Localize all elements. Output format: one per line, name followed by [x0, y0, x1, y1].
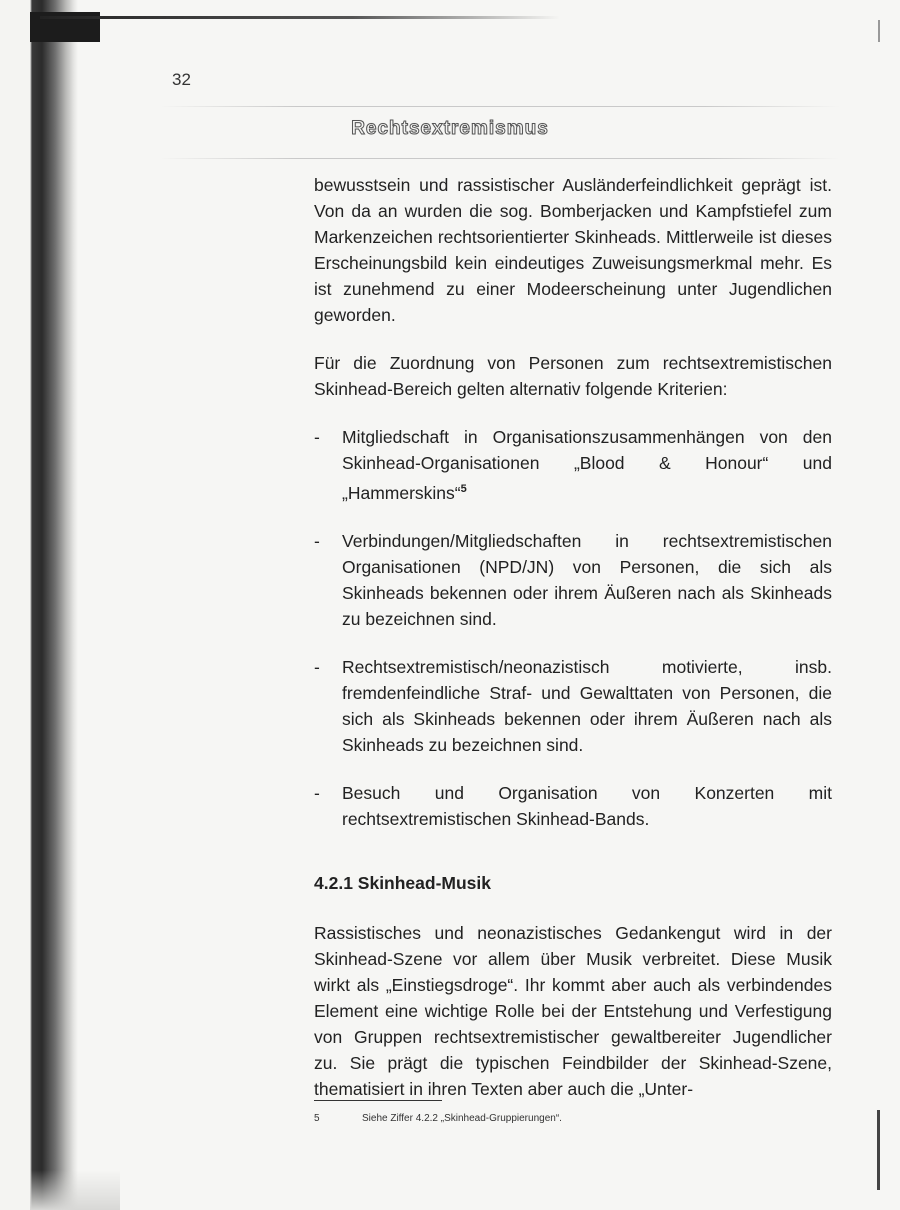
list-item	[314, 424, 832, 506]
running-head: Rechtsextremismus	[351, 118, 549, 139]
section-heading: 4.2.1 Skinhead-Musik	[314, 872, 492, 893]
footnote-ref[interactable]: 5	[460, 483, 467, 495]
scan-binding-edge	[0, 0, 78, 1210]
scan-top-edge	[40, 16, 560, 19]
scan-right-mark-top	[878, 20, 880, 42]
scan-right-mark-bottom	[877, 1110, 880, 1190]
criteria-list	[314, 424, 832, 832]
list-dash: -	[314, 427, 320, 447]
footnote-rule	[314, 1100, 442, 1101]
list-dash: -	[314, 656, 320, 677]
list-item-text: Verbindungen/Mitgliedschaften in rechtsextremistischen Organisationen (NPD/JN) von Personen, die sich als Skinheads bekennen oder ihrem Äußeren nach als Skinheads zu bezeichnen sind.	[342, 530, 832, 629]
scan-bottom-shadow	[30, 1170, 120, 1210]
list-item-text: Rechtsextremistisch/neonazistisch motivierte, insb. fremdenfeindliche Straf- und Gewalttaten von Personen, die sich als Skinheads bekennen oder ihrem Äußeren nach als Skinheads zu bezeichnen sind.	[342, 656, 832, 755]
list-item-text: Mitgliedschaft in Organisationszusammenhängen von den Skinhead-Organisationen „Blood & Honour“ und „Hammerskins“	[342, 427, 832, 503]
footnote-text: Siehe Ziffer 4.2.2 „Skinhead-Gruppierungen“.	[362, 1113, 562, 1124]
header-rule-bottom	[160, 158, 840, 159]
header-rule-top	[160, 106, 840, 107]
list-dash: -	[314, 530, 320, 551]
paragraph: Für die Zuordnung von Personen zum rechtsextremistischen Skinhead-Bereich gelten alternativ folgende Kriterien:	[314, 353, 832, 399]
paragraph: bewusstsein und rassistischer Ausländerfeindlichkeit geprägt ist. Von da an wurden die sog. Bomberjacken und Kampfstiefel zum Markenzeichen rechtsorientierter Skinheads. Mittlerweile ist dieses Erscheinungsbild kein eindeutiges Zuweisungsmerkmal mehr. Es ist zunehmend zu einer Modeerscheinung unter Jugendlichen geworden.	[314, 175, 832, 325]
list-item-text: Besuch und Organisation von Konzerten mit rechtsextremistischen Skinhead-Bands.	[342, 782, 832, 829]
list-item	[314, 780, 832, 832]
list-dash: -	[314, 782, 320, 803]
main-text	[314, 172, 832, 1124]
paragraph: Rassistisches und neonazistisches Gedankengut wird in der Skinhead-Szene vor allem über Musik verbreitet. Diese Musik wirkt als „Einstiegsdroge“. Ihr kommt aber auch als verbindendes Element eine wichtige Rolle bei der Entstehung und Verfestigung von Gruppen rechtsextremistischer gewaltbereiter Jugendlicher zu. Sie prägt die typischen Feindbilder der Skinhead-Szene, thematisiert in ihren Texten aber auch die „Unter-	[314, 922, 832, 1099]
page-number: 32	[172, 70, 191, 89]
list-item	[314, 654, 832, 758]
footnote-number: 5	[314, 1113, 320, 1124]
list-item	[314, 528, 832, 632]
footnote	[314, 1113, 562, 1124]
